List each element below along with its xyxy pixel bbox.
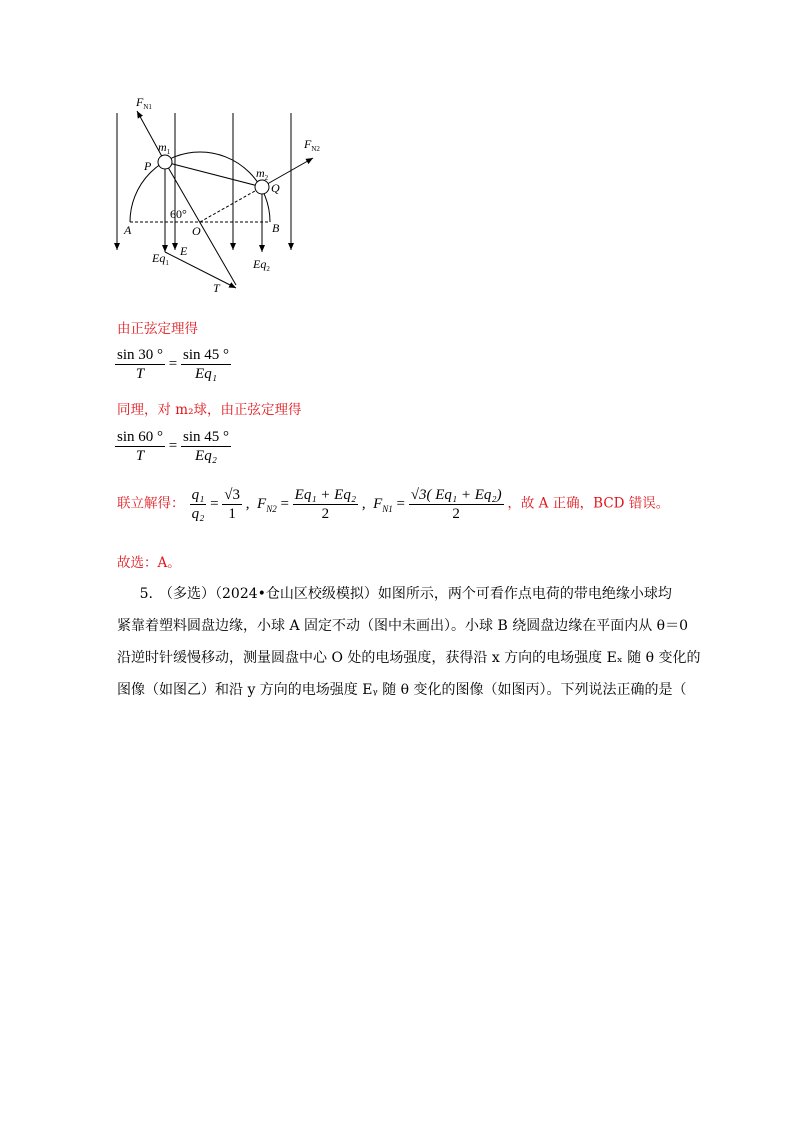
question-5: 5. （多选）（2024•仓山区校级模拟）如图所示，两个可看作点电荷的带电绝缘小球均 紧靠着塑料圆盘边缘，小球 A 固定不动（图中未画出）。小球 B 绕圆盘边缘在平面内从 θ＝0 沿逆时针缓慢移动，测量圆盘中心 O 处的电场强度，获得沿 x 方向的电场强度 Eₓ 随 θ 变化的 图像（如图乙）和沿 y 方向的电场强度 Eᵧ 随 θ 变化的图像（如图丙）。下列说法正确的是（ bbox=[117, 578, 717, 706]
label-t: T bbox=[213, 281, 220, 295]
force-fn2 bbox=[262, 158, 313, 187]
solution-answer: 故选：A。 bbox=[117, 555, 181, 571]
solution-line-2: 同理，对 m₂球，由正弦定理得 bbox=[117, 402, 302, 418]
label-b: B bbox=[272, 221, 280, 235]
label-eq1: $Eq_1$ bbox=[152, 251, 169, 267]
label-e: E bbox=[180, 244, 188, 258]
label-p: P bbox=[144, 159, 152, 173]
solution-line-1: 由正弦定理得 bbox=[117, 321, 198, 337]
rod-pq bbox=[165, 162, 262, 187]
label-m1: $m_1$ bbox=[158, 140, 171, 156]
label-eq2: $Eq_2$ bbox=[253, 257, 270, 273]
dashed-oq bbox=[200, 187, 262, 222]
label-a: A bbox=[124, 223, 132, 237]
force-diagram bbox=[100, 88, 340, 300]
label-q: Q bbox=[271, 181, 280, 195]
force-fn1 bbox=[137, 111, 165, 162]
label-o: O bbox=[192, 224, 201, 238]
question-number: 5. bbox=[139, 586, 153, 602]
equation-sine-law-2: $\frac{\sin 60 ^\circ}{T}$ = $\frac{\sin 45 ^\circ}{\text{Eq₂}}$ bbox=[117, 429, 229, 464]
equation-sine-law-1: $\frac{\sin 30 ^\circ}{T}$ = $\frac{\sin 45 ^\circ}{\text{Eq₁}}$ bbox=[117, 347, 229, 382]
solution-result: 联立解得： $\frac{\text{q₁}}{\text{q₂}}$ = $\frac{√3}{1}$ , $F_{N2}$ = $\frac{\text{Eq₁ + Eq₂}}{2}$ , $F_{N1}$ = $\frac{\text{√3( Eq₁ + Eq₂)}}{2}$ ，故 A 正确，BCD 错误。 bbox=[117, 487, 670, 522]
label-fn1: $F_{N1}$ bbox=[136, 95, 152, 111]
label-m2: $m_2$ bbox=[256, 166, 269, 182]
label-fn2: $F_{N2}$ bbox=[304, 137, 320, 153]
force-t bbox=[165, 252, 236, 288]
ball-m2 bbox=[255, 180, 269, 194]
ball-m1 bbox=[158, 155, 172, 169]
label-angle: 60° bbox=[170, 207, 187, 221]
